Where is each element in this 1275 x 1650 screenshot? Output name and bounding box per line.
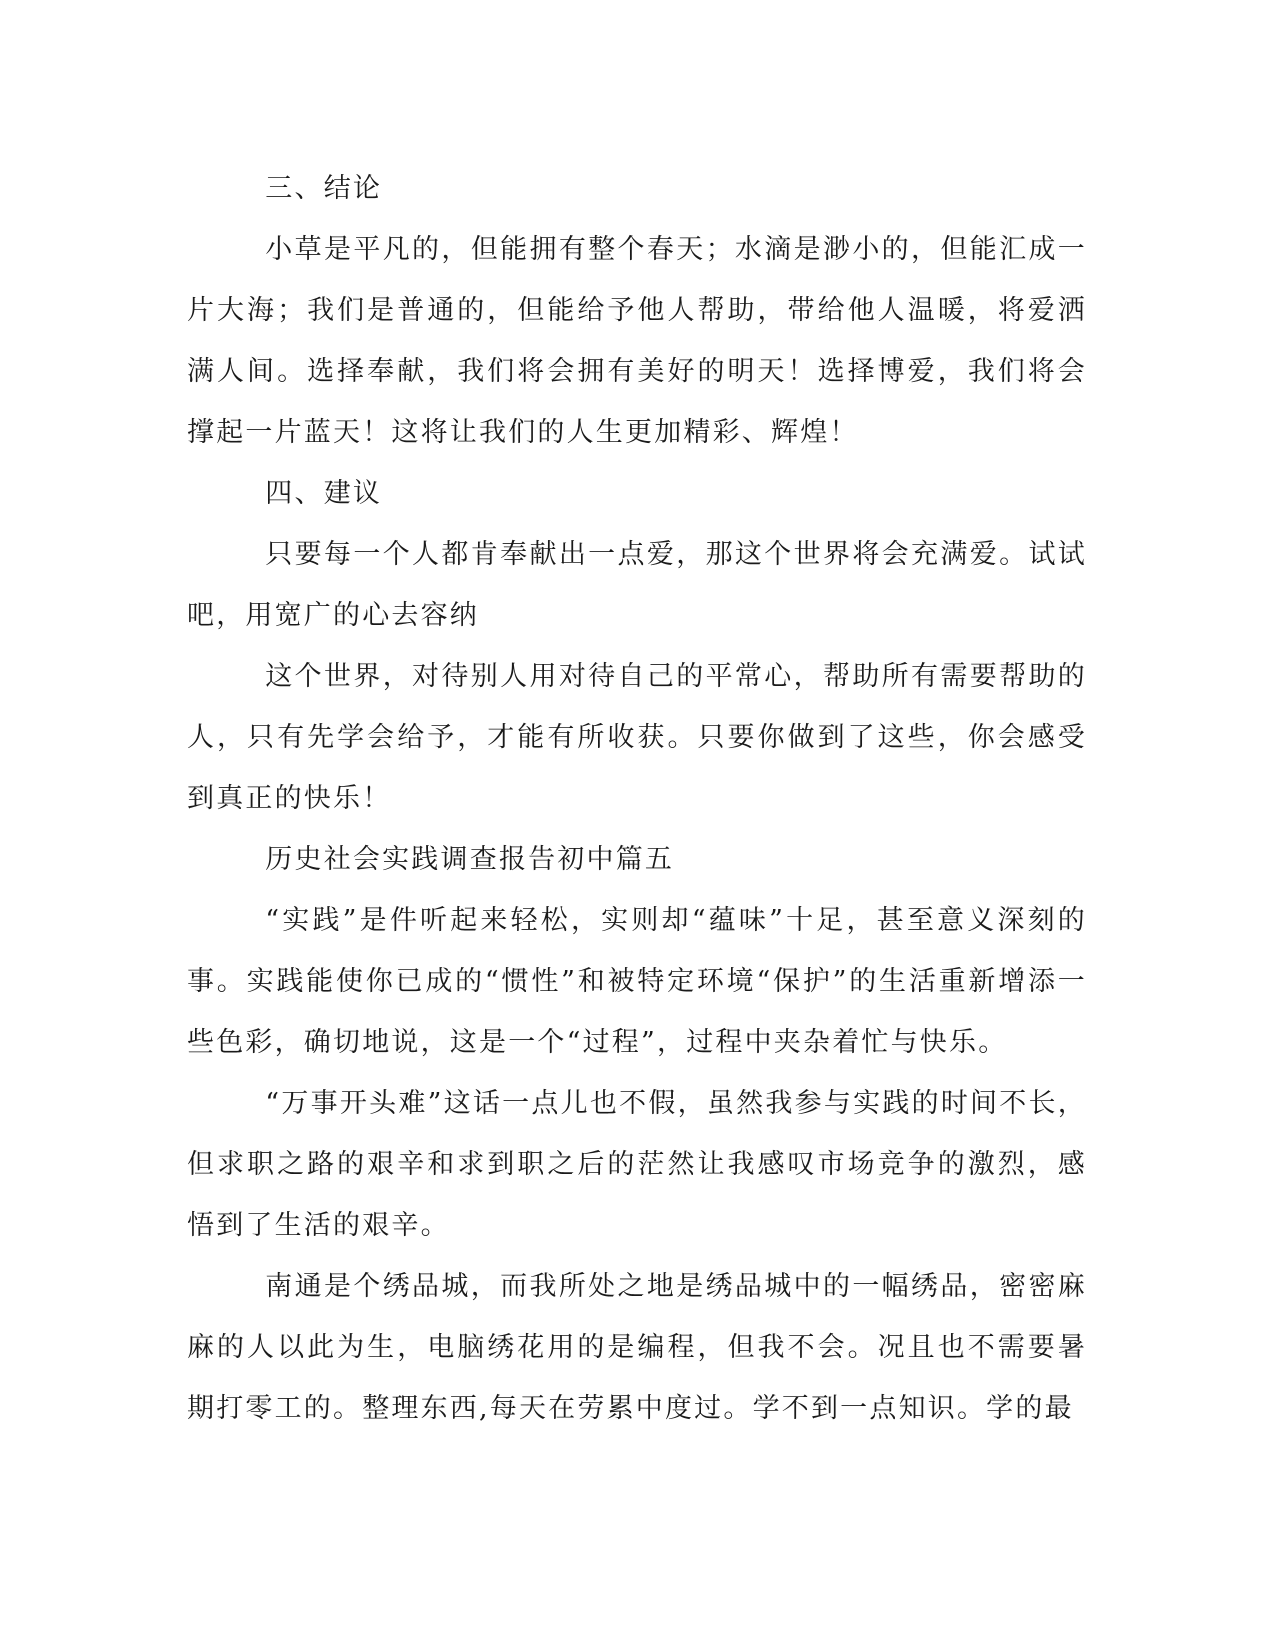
paragraph-suggestion-1: 只要每一个人都肯奉献出一点爱，那这个世界将会充满爱。试试吧，用宽广的心去容纳 bbox=[187, 539, 1087, 631]
paragraph-beginning-hard: “万事开头难”这话一点儿也不假，虽然我参与实践的时间不长，但求职之路的艰辛和求到职之后的茫然让我感叹市场竞争的激烈，感悟到了生活的艰辛。 bbox=[187, 1088, 1087, 1241]
heading-report-part-five: 历史社会实践调查报告初中篇五 bbox=[265, 844, 675, 875]
heading-suggestion: 四、建议 bbox=[265, 478, 383, 509]
document-body bbox=[187, 158, 1087, 1439]
paragraph-suggestion-2: 这个世界，对待别人用对待自己的平常心，帮助所有需要帮助的人，只有先学会给予，才能有所收获。只要你做到了这些，你会感受到真正的快乐！ bbox=[187, 661, 1087, 814]
paragraph-nantong: 南通是个绣品城，而我所处之地是绣品城中的一幅绣品，密密麻麻的人以此为生，电脑绣花用的是编程，但我不会。况且也不需要暑期打零工的。整理东西,每天在劳累中度过。学不到一点知识。学的最 bbox=[187, 1271, 1087, 1424]
paragraph-practice-intro: “实践”是件听起来轻松，实则却“蕴味”十足，甚至意义深刻的事。实践能使你已成的“惯性”和被特定环境“保护”的生活重新增添一些色彩，确切地说，这是一个“过程”，过程中夹杂着忙与快乐。 bbox=[187, 905, 1087, 1058]
heading-conclusion: 三、结论 bbox=[265, 173, 383, 204]
paragraph-conclusion: 小草是平凡的，但能拥有整个春天；水滴是渺小的，但能汇成一片大海；我们是普通的，但能给予他人帮助，带给他人温暖，将爱洒满人间。选择奉献，我们将会拥有美好的明天！选择博爱，我们将会撑起一片蓝天！这将让我们的人生更加精彩、辉煌！ bbox=[187, 234, 1087, 448]
